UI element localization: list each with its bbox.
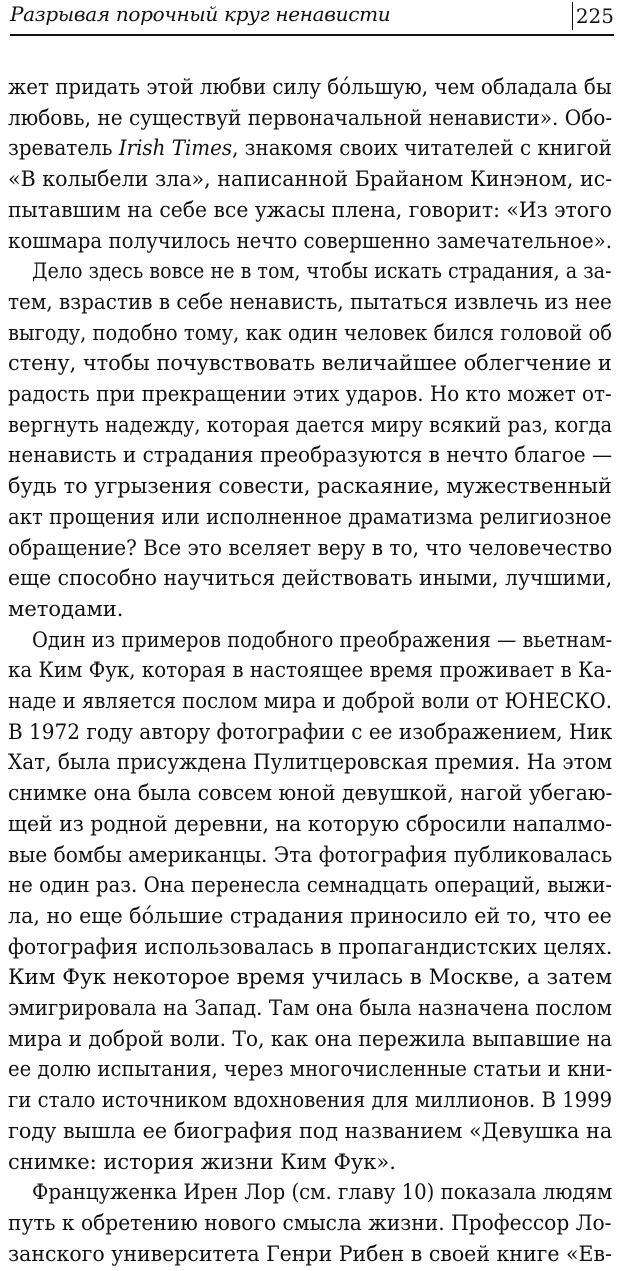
paragraph-first-line: Один из примеров подобного преображения — вьетнам- [32,627,613,652]
text-line: акт прощения или исполненное драматизма религиозное [8,504,612,529]
page-number: 225 [572,2,614,30]
text-line: «В колыбели зла», написанной Брайаном Кинэном, ис- [8,167,613,192]
text-line: занского университета Генри Рибен в своей книге «Ев- [8,1241,612,1266]
text-line: выгоду, подобно тому, как один человек бился головой об [8,320,613,345]
text-line: вые бомбы американцы. Эта фотография публиковалась [8,842,613,867]
text-line: мира и доброй воли. То, как она пережила выпавшие на [8,1026,613,1051]
paragraph-first-line: Дело здесь вовсе не в том, чтобы искать страдания, а за- [32,259,612,284]
running-head [10,0,614,36]
text-line: ка Ким Фук, которая в настоящее время проживает в Ка- [8,658,612,683]
running-title: Разрывая порочный круг ненависти [10,2,391,26]
text-line: путь к обретению нового смысла жизни. Профессор Ло- [8,1210,612,1235]
text-line: методами. [8,596,124,621]
text-line: снимке она была совсем юной девушкой, нагой убегаю- [8,781,613,806]
text-line: кошмара получилось нечто совершенно замечательное». [8,228,613,253]
text-segment: , знакомя своих читателей с книгой [232,136,612,161]
text-line [8,135,612,165]
text-line: году вышла ее биография под названием «Девушка на [8,1118,613,1143]
text-line: В 1972 году автору фотографии с ее изображением, Ник [8,719,613,744]
text-line: Хат, была присуждена Пулитцеровская премия. На этом [8,750,613,775]
italic-title: Irish Times [118,136,233,161]
text-line: стену, чтобы почувствовать величайшее облегчение и [8,351,612,376]
text-line: фотография использовалась в пропагандистских целях. [8,934,613,959]
text-line: не один раз. Она перенесла семнадцать операций, выжи- [8,873,613,898]
text-line: ги стало источником вдохновения для миллионов. В 1999 [8,1088,613,1113]
text-line: будь то угрызения совести, раскаяние, мужественный [8,474,612,499]
text-line: радость при прекращении этих ударов. Но кто может от- [8,382,612,406]
text-line: ненависть и страдания преобразуются в нечто благое — [8,443,613,468]
text-segment: зреватель [8,136,119,161]
text-line: эмигрировала на Запад. Там она была назначена послом [8,996,613,1020]
text-line: ее долю испытания, через многочисленные статьи и кни- [8,1057,613,1082]
text-line: еще способно научиться действовать иными, лучшими, [8,566,613,591]
text-line: наде и является послом мира и доброй воли от ЮНЕСКО. [8,689,612,713]
text-line: жет придать этой любви силу бо́льшую, чем обладала бы [8,75,612,99]
text-line: снимке: история жизни Ким Фук». [8,1149,396,1174]
text-line: Ким Фук некоторое время училась в Москве, а затем [8,965,613,990]
text-line: любовь, не существуй первоначальной ненависти». Обо- [8,105,613,130]
paragraph-first-line: Француженка Ирен Лор (см. главу 10) показала людям [32,1180,613,1205]
text-line: пытавшим на себе все ужасы плена, говорит: «Из этого [8,197,612,222]
text-line: тем, взрастив в себе ненависть, пытаться извлечь из нее [8,289,612,314]
text-line: вергнуть надежду, которая дается миру всякий раз, когда [8,412,613,437]
text-line: обращение? Все это вселяет веру в то, что человечество [8,535,613,560]
text-line: ла, но еще бо́льшие страдания приносило ей то, что ее [8,903,612,928]
text-line: щей из родной деревни, на которую сбросили напалмо- [8,811,613,836]
